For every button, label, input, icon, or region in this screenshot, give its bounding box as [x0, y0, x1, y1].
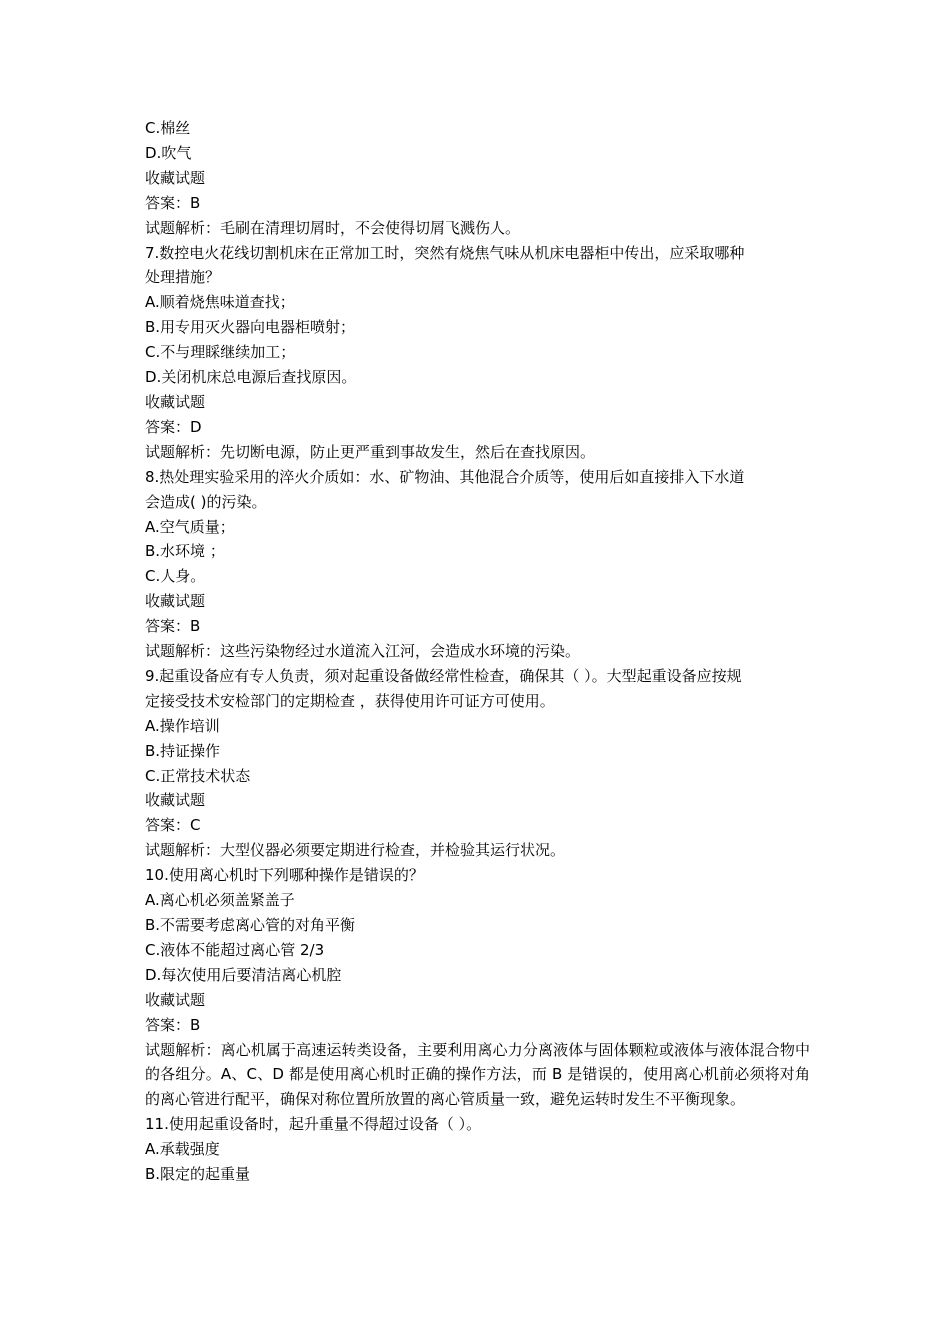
- option-a-q8: A.空气质量；: [145, 517, 235, 536]
- option-b-q8: B.水环境 ；: [145, 542, 225, 561]
- answer-q10: 答案：B: [145, 1015, 201, 1034]
- option-d-q7: D.关闭机床总电源后查找原因。: [145, 368, 357, 387]
- option-c-q7: C.不与理睬继续加工；: [145, 343, 296, 362]
- option-c-q10: C.液体不能超过离心管 2/3: [145, 940, 325, 959]
- answer-q7: 答案：D: [145, 417, 202, 436]
- option-b-q7: B.用专用灭火器向电器柜喷射；: [145, 318, 356, 337]
- explanation-q7: 试题解析：先切断电源，防止更严重到事故发生，然后在查找原因。: [145, 442, 596, 461]
- favorite-link-q7[interactable]: 收藏试题: [145, 392, 206, 411]
- option-a-q10: A.离心机必须盖紧盖子: [145, 891, 295, 910]
- option-d-q6: D.吹气: [145, 143, 192, 162]
- explanation-q9: 试题解析：大型仪器必须要定期进行检查，并检验其运行状况。: [145, 841, 566, 860]
- question-8-line-1: 8.热处理实验采用的淬火介质如：水、矿物油、其他混合介质等，使用后如直接排入下水道: [145, 467, 745, 486]
- option-c-q6: C.棉丝: [145, 119, 191, 137]
- answer-q6: 答案：B: [145, 193, 201, 212]
- explanation-q10: 试题解析：离心机属于高速运转类设备，主要利用离心力分离液体与固体颗粒或液体与液体混合物中的各组分。A、C、D 都是使用离心机时正确的操作方法，而 B 是错误的，使用离心机前必须将对角的离心管进行配平，确保对称位置所放置的离心管质量一致，避免运转时发生不平衡现象。: [145, 1040, 810, 1109]
- explanation-q8: 试题解析：这些污染物经过水道流入江河，会造成水环境的污染。: [145, 642, 581, 661]
- option-a-q11: A.承载强度: [145, 1140, 220, 1159]
- document-page: [145, 116, 810, 1187]
- question-7-line-1: 7.数控电火花线切割机床在正常加工时，突然有烧焦气味从机床电器柜中传出，应采取哪种: [145, 243, 745, 262]
- option-a-q7: A.顺着烧焦味道查找；: [145, 293, 295, 312]
- explanation-q6: 试题解析：毛刷在清理切屑时，不会使得切屑飞溅伤人。: [145, 218, 521, 237]
- option-a-q9: A.操作培训: [145, 716, 220, 735]
- question-10: 10.使用离心机时下列哪种操作是错误的？: [145, 866, 424, 885]
- question-7-line-2: 处理措施？: [145, 268, 221, 287]
- question-9-line-1: 9.起重设备应有专人负责，须对起重设备做经常性检查，确保其（ ）。大型起重设备应按规: [145, 666, 742, 685]
- question-11: 11.使用起重设备时，起升重量不得超过设备（ ）。: [145, 1115, 482, 1134]
- option-b-q10: B.不需要考虑离心管的对角平衡: [145, 916, 356, 934]
- option-c-q8: C.人身。: [145, 567, 206, 586]
- answer-q9: 答案：C: [145, 816, 201, 835]
- favorite-link-q10[interactable]: 收藏试题: [145, 990, 206, 1009]
- favorite-link-q8[interactable]: 收藏试题: [145, 592, 206, 611]
- favorite-link-q9[interactable]: 收藏试题: [145, 791, 206, 810]
- question-9-line-2: 定接受技术安检部门的定期检查 ，获得使用许可证方可使用。: [145, 691, 555, 710]
- favorite-link-q6[interactable]: 收藏试题: [145, 168, 206, 187]
- answer-q8: 答案：B: [145, 617, 201, 636]
- option-c-q9: C.正常技术状态: [145, 766, 251, 785]
- option-b-q9: B.持证操作: [145, 741, 221, 760]
- option-d-q10: D.每次使用后要清洁离心机腔: [145, 965, 342, 984]
- option-b-q11: B.限定的起重量: [145, 1165, 251, 1184]
- question-8-line-2: 会造成( )的污染。: [145, 492, 267, 511]
